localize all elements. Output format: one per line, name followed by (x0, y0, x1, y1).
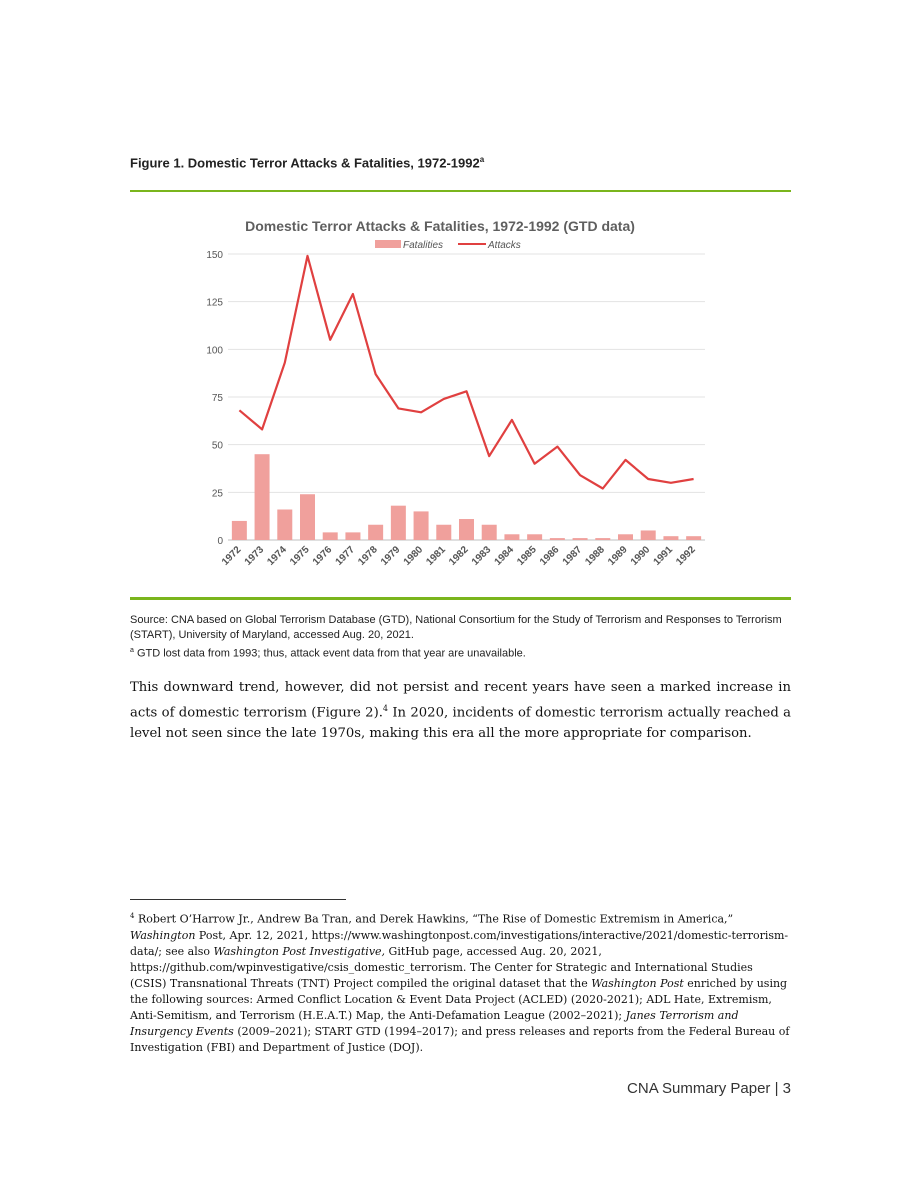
figure-caption (130, 155, 484, 170)
y-axis-ticks (206, 250, 223, 547)
figure-caption-text: Figure 1. Domestic Terror Attacks & Fatalities, 1972-1992 (130, 155, 480, 171)
fatalities-bar-1982 (459, 519, 474, 540)
body-text-2: In 2020, incidents of domestic terrorism actually reached a level not seen since the late 1970s, making this era all the more appropriate for comparison. (130, 705, 791, 742)
fatalities-bar-1988 (595, 538, 610, 540)
fatalities-bars (232, 454, 701, 540)
x-tick-label: 1988 (583, 544, 607, 568)
x-tick-label: 1990 (628, 544, 653, 568)
footnote-text-2: Post, Apr. 12, 2021, https://www.washingtonpost.com/investigations/interactive/2021/domestic-terrorism-data/; see also (130, 928, 789, 958)
attacks-line (239, 256, 693, 489)
figure-bottom-rule (130, 597, 791, 600)
footnote-text-3: GitHub page, accessed Aug. 20, 2021, https://github.com/wpinvestigative/csis_domestic_terrorism. The Center for Strategic and International Studies (CSIS) Transnational Threats (TNT) Project compiled the original dataset that the (130, 944, 753, 990)
x-tick-label: 1973 (242, 544, 267, 568)
fatalities-bar-1972 (232, 521, 247, 540)
chart (130, 200, 791, 590)
source-note-text: GTD lost data from 1993; thus, attack event data from that year are unavailable. (133, 647, 526, 660)
x-tick-label: 1989 (606, 544, 630, 568)
footnote-italic-2: Washington Post Investigative, (213, 944, 386, 958)
y-tick-label: 25 (211, 488, 223, 500)
y-tick-label: 50 (211, 440, 223, 452)
x-tick-label: 1982 (447, 544, 471, 568)
footnote-number: 4 (130, 912, 135, 920)
x-tick-label: 1983 (469, 544, 494, 568)
fatalities-bar-1984 (504, 534, 519, 540)
fatalities-bar-1990 (641, 530, 656, 540)
fatalities-bar-1983 (482, 525, 497, 540)
x-tick-label: 1979 (378, 544, 403, 568)
legend-label-fatalities: Fatalities (403, 240, 444, 251)
y-tick-label: 125 (206, 297, 223, 309)
footnote-text-1: Robert O’Harrow Jr., Andrew Ba Tran, and Derek Hawkins, “The Rise of Domestic Extremism in America,” (134, 912, 734, 926)
chart-title: Domestic Terror Attacks & Fatalities, 1972-1992 (GTD data) (245, 218, 635, 234)
y-tick-label: 0 (217, 536, 223, 547)
fatalities-bar-1976 (323, 532, 338, 540)
footnote-divider (130, 899, 346, 900)
chart-legend (375, 240, 521, 251)
figure-source (130, 613, 791, 662)
fatalities-bar-1987 (573, 538, 588, 540)
body-paragraph (130, 677, 791, 744)
x-tick-label: 1978 (356, 544, 380, 568)
figure-top-rule (130, 190, 791, 192)
footnote-4 (130, 908, 791, 1056)
x-axis-ticks (220, 544, 698, 568)
fatalities-bar-1978 (368, 525, 383, 540)
fatalities-bar-1986 (550, 538, 565, 540)
x-tick-label: 1992 (674, 544, 698, 568)
legend-label-attacks: Attacks (488, 240, 521, 251)
fatalities-bar-1991 (663, 536, 678, 540)
body-text-1: This downward trend, however, did not persist and recent years have seen a marked increase in acts of domestic terrorism (Figure 2). (130, 680, 791, 721)
page-footer: CNA Summary Paper | 3 (627, 1080, 791, 1097)
source-note (130, 643, 791, 662)
footnote-italic-1: Washington (130, 928, 196, 942)
source-text: Source: CNA based on Global Terrorism Database (GTD), National Consortium for the Study of Terrorism and Responses to Terrorism (START), University of Maryland, accessed Aug. 20, 2021. (130, 614, 782, 641)
fatalities-bar-1992 (686, 536, 701, 540)
y-tick-label: 150 (206, 250, 223, 261)
footnote-ref-4[interactable]: 4 (382, 704, 389, 713)
fatalities-bar-1975 (300, 494, 315, 540)
source-note-sup: a (130, 647, 134, 654)
footnote-italic-4: Janes Terrorism and Insurgency Events (130, 1008, 739, 1038)
fatalities-bar-1979 (391, 506, 406, 540)
y-tick-label: 75 (211, 393, 223, 404)
fatalities-bar-1973 (255, 454, 270, 540)
fatalities-bar-1974 (277, 509, 292, 540)
y-tick-label: 100 (206, 345, 223, 357)
figure-caption-sup: a (479, 155, 485, 164)
x-tick-label: 1985 (515, 544, 539, 568)
x-tick-label: 1972 (219, 544, 244, 568)
fatalities-bar-1981 (436, 525, 451, 540)
x-tick-label: 1975 (288, 544, 312, 568)
footnote-text-5: (2009–2021); START GTD (1994–2017); and press releases and reports from the Federal Bureau of Investigation (FBI) and Department of Justice (DOJ). (130, 1024, 790, 1054)
legend-swatch-fatalities (375, 240, 401, 248)
x-tick-label: 1991 (651, 544, 676, 568)
x-tick-label: 1974 (265, 544, 289, 568)
x-tick-label: 1986 (537, 544, 562, 568)
x-tick-label: 1984 (492, 544, 517, 568)
fatalities-bar-1980 (414, 511, 429, 540)
footnote-italic-3: Washington Post (591, 976, 684, 990)
fatalities-bar-1985 (527, 534, 542, 540)
x-tick-label: 1981 (424, 544, 448, 568)
x-tick-label: 1977 (333, 544, 358, 568)
fatalities-bar-1977 (345, 532, 360, 540)
x-tick-label: 1980 (401, 544, 426, 568)
x-tick-label: 1987 (560, 544, 585, 568)
footnote-text-4: enriched by using the following sources: Armed Conflict Location & Event Data Project (ACLED) (2020-2021); ADL Hate, Extremism, Anti-Semitism, and Terrorism (H.E.A.T.) Map, the Anti-Defamation League (2002–2021); (130, 976, 788, 1022)
attacks-line-group (239, 256, 693, 489)
fatalities-bar-1989 (618, 534, 633, 540)
x-tick-label: 1976 (310, 544, 335, 568)
